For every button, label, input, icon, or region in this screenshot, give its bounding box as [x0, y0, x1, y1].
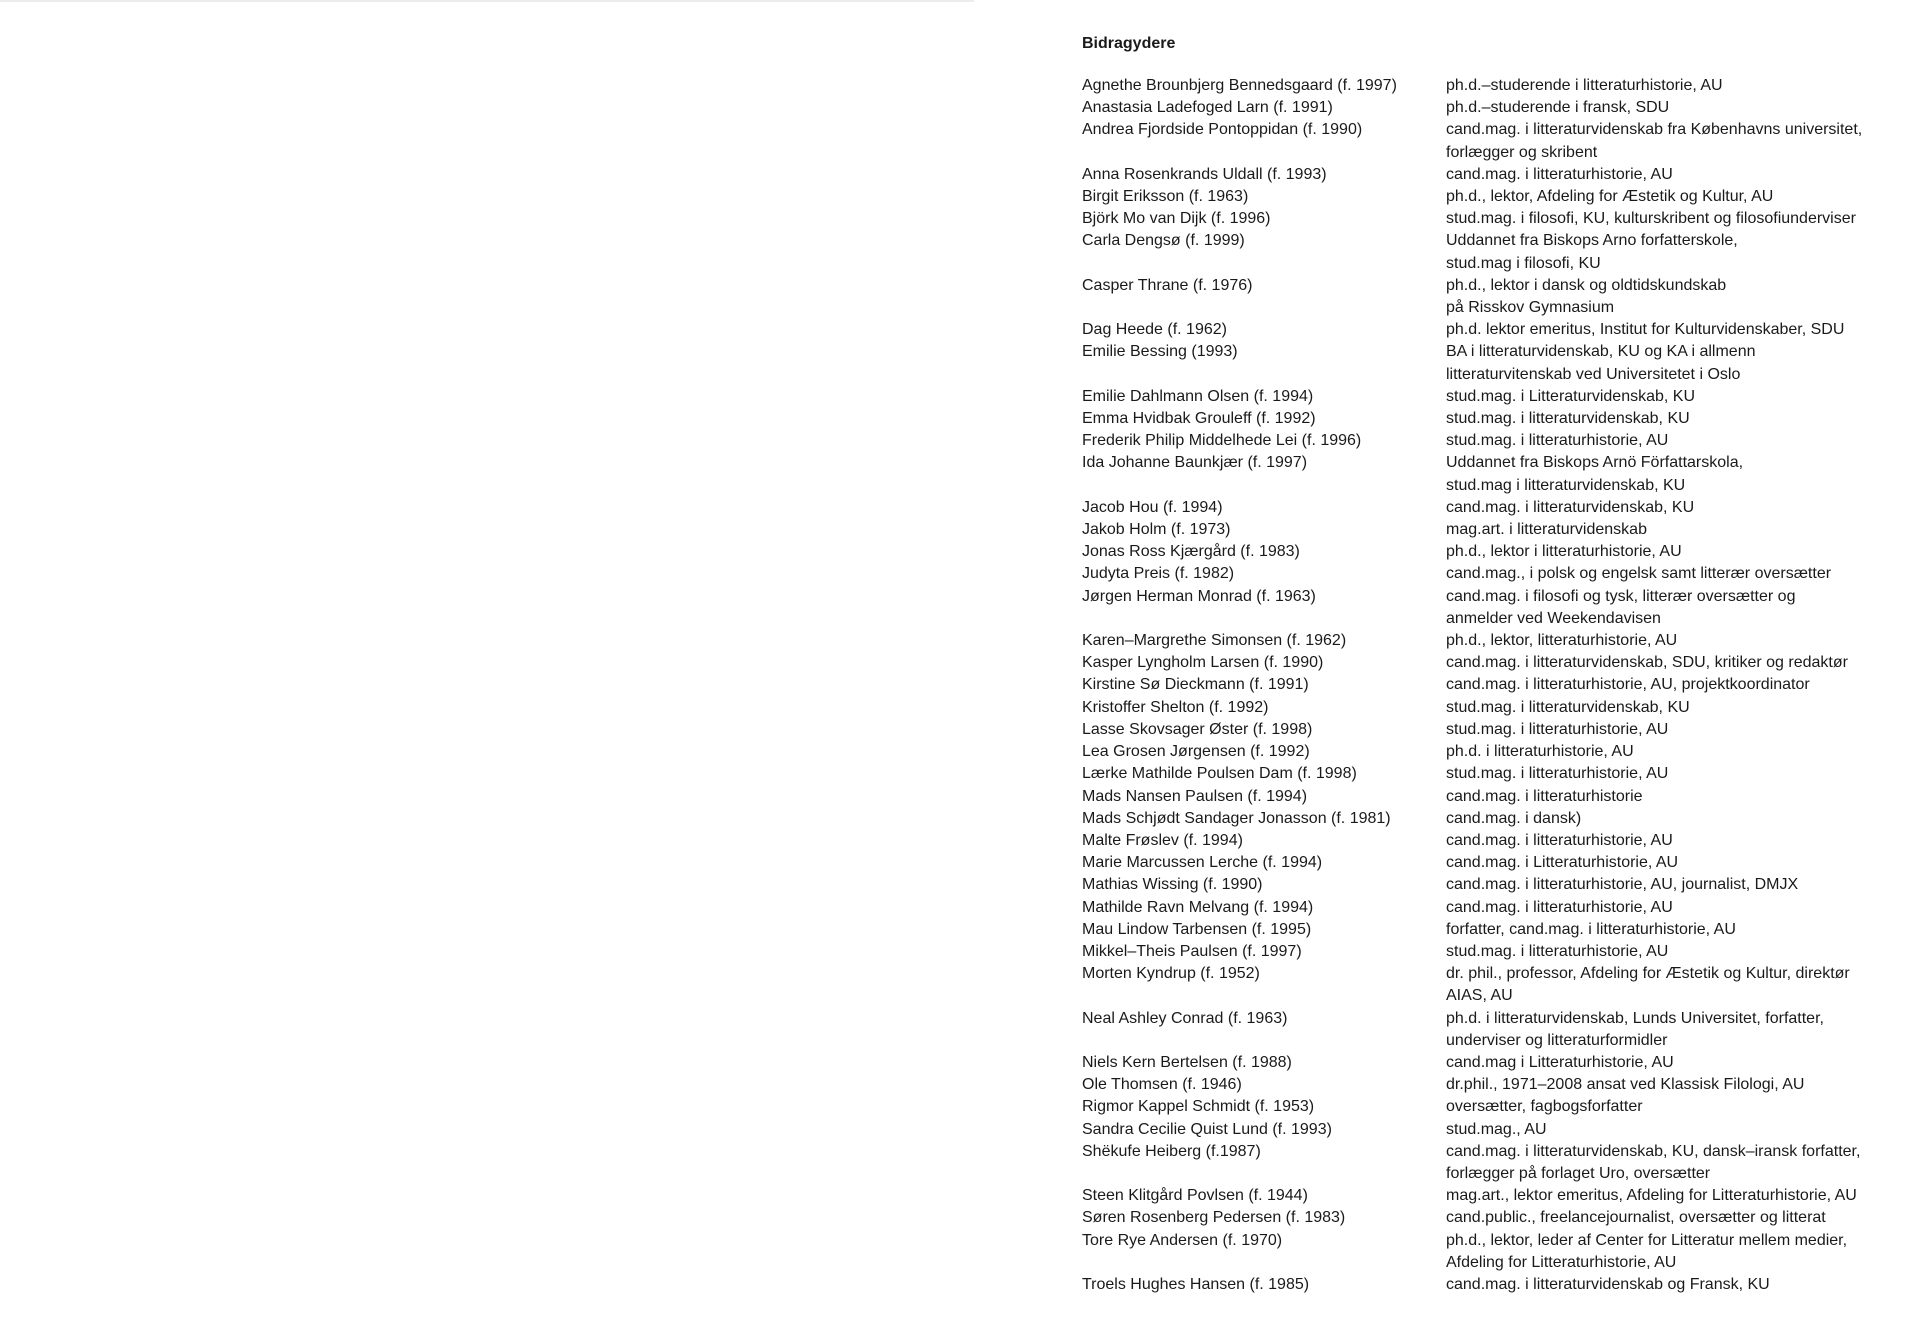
- contributor-name: Mathias Wissing (f. 1990): [1082, 876, 1263, 894]
- contributor-name: Søren Rosenberg Pedersen (f. 1983): [1082, 1209, 1346, 1227]
- contributor-name: Mathilde Ravn Melvang (f. 1994): [1082, 898, 1314, 916]
- contributor-row: [1082, 830, 1902, 852]
- contributor-row: [1082, 208, 1902, 230]
- contributor-description: stud.mag. i Litteraturvidenskab, KU: [1446, 387, 1696, 405]
- contributor-row: [1082, 1230, 1902, 1274]
- contributor-name: Björk Mo van Dijk (f. 1996): [1082, 210, 1271, 228]
- contributor-name: Ole Thomsen (f. 1946): [1082, 1076, 1242, 1094]
- contributor-description: stud.mag., AU: [1446, 1120, 1547, 1138]
- contributor-description: mag.art., lektor emeritus, Afdeling for Litteraturhistorie, AU: [1446, 1187, 1857, 1205]
- contributor-description: cand.mag. i litteraturvidenskab fra Københavns universitet, forlægger og skribent: [1446, 121, 1863, 161]
- contributor-name: Jacob Hou (f. 1994): [1082, 498, 1223, 516]
- contributor-row: [1082, 1141, 1902, 1185]
- contributor-description: stud.mag. i litteraturhistorie, AU: [1446, 432, 1669, 450]
- contributor-name: Mads Nansen Paulsen (f. 1994): [1082, 787, 1308, 805]
- contributor-name: Marie Marcussen Lerche (f. 1994): [1082, 854, 1323, 872]
- contributor-row: [1082, 719, 1902, 741]
- contributor-name: Casper Thrane (f. 1976): [1082, 276, 1253, 294]
- contributor-name: Dag Heede (f. 1962): [1082, 321, 1227, 339]
- contributor-row: [1082, 808, 1902, 830]
- contributor-name: Birgit Eriksson (f. 1963): [1082, 188, 1249, 206]
- contributor-row: [1082, 341, 1902, 385]
- contributor-name: Kristoffer Shelton (f. 1992): [1082, 698, 1269, 716]
- contributor-row: [1082, 430, 1902, 452]
- contributor-description: ph.d., lektor, leder af Center for Litteratur mellem medier, Afdeling for Litteraturhistorie, AU: [1446, 1231, 1848, 1271]
- contributor-description: cand.mag. i litteraturhistorie, AU: [1446, 831, 1673, 849]
- contributor-row: [1082, 1274, 1902, 1296]
- contributor-description: mag.art. i litteraturvidenskab: [1446, 521, 1647, 539]
- contributor-name: Morten Kyndrup (f. 1952): [1082, 965, 1260, 983]
- contributor-row: [1082, 497, 1902, 519]
- contributor-description: ph.d., lektor, litteraturhistorie, AU: [1446, 632, 1678, 650]
- contributor-name: Agnethe Brounbjerg Bennedsgaard (f. 1997): [1082, 77, 1397, 94]
- contributor-row: [1082, 164, 1902, 186]
- contributor-description: stud.mag. i litteraturhistorie, AU: [1446, 942, 1669, 960]
- contributor-row: [1082, 586, 1902, 630]
- contributor-name: Shëkufe Heiberg (f.1987): [1082, 1142, 1261, 1160]
- contributor-row: [1082, 275, 1902, 319]
- contributor-description: cand.public., freelancejournalist, oversætter og litterat: [1446, 1209, 1826, 1227]
- contributor-description: oversætter, fagbogsforfatter: [1446, 1098, 1643, 1116]
- contributor-row: [1082, 97, 1902, 119]
- contributor-name: Jørgen Herman Monrad (f. 1963): [1082, 587, 1316, 605]
- contributor-name: Rigmor Kappel Schmidt (f. 1953): [1082, 1098, 1315, 1116]
- contributor-row: [1082, 519, 1902, 541]
- contributor-row: [1082, 1052, 1902, 1074]
- contributor-name: Emma Hvidbak Grouleff (f. 1992): [1082, 410, 1316, 428]
- contributor-description: stud.mag. i litteraturhistorie, AU: [1446, 765, 1669, 783]
- contributor-row: [1082, 386, 1902, 408]
- contributor-name: Mads Schjødt Sandager Jonasson (f. 1981): [1082, 809, 1391, 827]
- contributor-row: [1082, 963, 1902, 1007]
- contributor-description: ph.d. i litteraturhistorie, AU: [1446, 743, 1634, 761]
- contributor-list: [1082, 75, 1902, 1296]
- contributor-name: Judyta Preis (f. 1982): [1082, 565, 1235, 583]
- contributor-name: Karen–Margrethe Simonsen (f. 1962): [1082, 632, 1347, 650]
- contributor-name: Andrea Fjordside Pontoppidan (f. 1990): [1082, 121, 1363, 139]
- contributor-row: [1082, 452, 1902, 496]
- contributor-row: [1082, 741, 1902, 763]
- contributor-row: [1082, 874, 1902, 896]
- contributor-row: [1082, 1074, 1902, 1096]
- contributor-name: Steen Klitgård Povlsen (f. 1944): [1082, 1187, 1308, 1205]
- contributor-name: Niels Kern Bertelsen (f. 1988): [1082, 1053, 1292, 1071]
- contributor-row: [1082, 674, 1902, 696]
- contributor-row: [1082, 75, 1902, 97]
- contributor-description: dr. phil., professor, Afdeling for Æstetik og Kultur, direktør AIAS, AU: [1446, 965, 1850, 1005]
- contributor-description: cand.mag. i litteraturvidenskab og Fransk, KU: [1446, 1275, 1770, 1293]
- contributor-name: Emilie Bessing (1993): [1082, 343, 1238, 361]
- contributor-name: Kasper Lyngholm Larsen (f. 1990): [1082, 654, 1324, 672]
- contributor-description: stud.mag. i filosofi, KU, kulturskribent og filosofiunderviser: [1446, 210, 1856, 228]
- page-title: Bidragydere: [1082, 35, 1176, 52]
- contributor-name: Jakob Holm (f. 1973): [1082, 521, 1231, 539]
- blank-left-page: [0, 2, 974, 1328]
- contributor-description: Uddannet fra Biskops Arnö Författarskola, stud.mag i litteraturvidenskab, KU: [1446, 454, 1744, 494]
- contributor-name: Troels Hughes Hansen (f. 1985): [1082, 1275, 1310, 1293]
- contributor-row: [1082, 897, 1902, 919]
- contributor-row: [1082, 186, 1902, 208]
- contributor-description: dr.phil., 1971–2008 ansat ved Klassisk Filologi, AU: [1446, 1076, 1805, 1094]
- contributor-row: [1082, 919, 1902, 941]
- contributor-name: Jonas Ross Kjærgård (f. 1983): [1082, 543, 1300, 561]
- contributor-description: cand.mag. i filosofi og tysk, litterær oversætter og anmelder ved Weekendavisen: [1446, 587, 1796, 627]
- contributor-description: cand.mag. i litteraturhistorie, AU: [1446, 165, 1673, 183]
- contributor-description: stud.mag. i litteraturvidenskab, KU: [1446, 698, 1690, 716]
- contributor-description: cand.mag. i litteraturvidenskab, SDU, kritiker og redaktør: [1446, 654, 1848, 672]
- contributor-description: cand.mag i Litteraturhistorie, AU: [1446, 1053, 1674, 1071]
- contributor-description: cand.mag. i Litteraturhistorie, AU: [1446, 854, 1679, 872]
- contributor-description: cand.mag. i litteraturvidenskab, KU, dansk–iransk forfatter, forlægger på forlaget Uro, oversætter: [1446, 1142, 1861, 1182]
- contributor-row: [1082, 941, 1902, 963]
- contributor-row: [1082, 786, 1902, 808]
- contributor-description: cand.mag. i litteraturvidenskab, KU: [1446, 498, 1695, 516]
- contributor-row: [1082, 652, 1902, 674]
- contributor-name: Mikkel–Theis Paulsen (f. 1997): [1082, 942, 1302, 960]
- contributor-row: [1082, 630, 1902, 652]
- contributor-description: cand.mag. i litteraturhistorie, AU, projektkoordinator: [1446, 676, 1810, 694]
- contributor-description: cand.mag. i dansk): [1446, 809, 1582, 827]
- contributor-description: forfatter, cand.mag. i litteraturhistorie, AU: [1446, 920, 1736, 938]
- contributor-row: [1082, 697, 1902, 719]
- contributor-name: Neal Ashley Conrad (f. 1963): [1082, 1009, 1288, 1027]
- contributor-name: Mau Lindow Tarbensen (f. 1995): [1082, 920, 1312, 938]
- contributor-row: [1082, 763, 1902, 785]
- contributor-description: cand.mag. i litteraturhistorie: [1446, 787, 1643, 805]
- contributor-description: ph.d. i litteraturvidenskab, Lunds Universitet, forfatter, underviser og litteraturformidler: [1446, 1009, 1824, 1049]
- contributor-row: [1082, 563, 1902, 585]
- contributor-row: [1082, 1185, 1902, 1207]
- contributor-description: cand.mag. i litteraturhistorie, AU: [1446, 898, 1673, 916]
- contributor-name: Lærke Mathilde Poulsen Dam (f. 1998): [1082, 765, 1357, 783]
- contributor-description: cand.mag. i litteraturhistorie, AU, journalist, DMJX: [1446, 876, 1799, 894]
- contributors-page: [1082, 33, 1902, 1296]
- contributor-row: [1082, 1119, 1902, 1141]
- contributor-row: [1082, 541, 1902, 563]
- contributor-description: ph.d.–studerende i fransk, SDU: [1446, 99, 1670, 117]
- contributor-name: Emilie Dahlmann Olsen (f. 1994): [1082, 387, 1314, 405]
- contributor-name: Carla Dengsø (f. 1999): [1082, 232, 1245, 250]
- contributor-name: Sandra Cecilie Quist Lund (f. 1993): [1082, 1120, 1332, 1138]
- contributor-row: [1082, 230, 1902, 274]
- contributor-row: [1082, 119, 1902, 163]
- contributor-row: [1082, 1008, 1902, 1052]
- contributor-description: ph.d., lektor i dansk og oldtidskundskab på Risskov Gymnasium: [1446, 276, 1727, 317]
- contributor-name: Malte Frøslev (f. 1994): [1082, 831, 1243, 849]
- contributor-row: [1082, 408, 1902, 430]
- contributor-name: Frederik Philip Middelhede Lei (f. 1996): [1082, 432, 1362, 450]
- contributor-description: ph.d. lektor emeritus, Institut for Kulturvidenskaber, SDU: [1446, 321, 1845, 339]
- contributor-description: cand.mag., i polsk og engelsk samt litterær oversætter: [1446, 565, 1832, 583]
- contributor-name: Lasse Skovsager Øster (f. 1998): [1082, 720, 1313, 738]
- contributor-description: ph.d., lektor i litteraturhistorie, AU: [1446, 543, 1682, 561]
- contributor-name: Lea Grosen Jørgensen (f. 1992): [1082, 743, 1310, 761]
- contributor-row: [1082, 852, 1902, 874]
- contributor-description: Uddannet fra Biskops Arno forfatterskole, stud.mag i filosofi, KU: [1446, 232, 1738, 272]
- contributor-name: Tore Rye Andersen (f. 1970): [1082, 1231, 1283, 1249]
- contributor-description: ph.d.–studerende i litteraturhistorie, AU: [1446, 77, 1723, 94]
- contributor-row: [1082, 1207, 1902, 1229]
- contributor-description: stud.mag. i litteraturhistorie, AU: [1446, 720, 1669, 738]
- contributor-description: BA i litteraturvidenskab, KU og KA i allmenn litteraturvitenskab ved Universitetet i Oslo: [1446, 343, 1756, 383]
- contributor-name: Kirstine Sø Dieckmann (f. 1991): [1082, 676, 1309, 694]
- contributor-name: Anna Rosenkrands Uldall (f. 1993): [1082, 165, 1327, 183]
- contributor-row: [1082, 319, 1902, 341]
- contributor-name: Ida Johanne Baunkjær (f. 1997): [1082, 454, 1308, 472]
- contributor-row: [1082, 1096, 1902, 1118]
- contributor-description: ph.d., lektor, Afdeling for Æstetik og Kultur, AU: [1446, 188, 1774, 206]
- contributor-name: Anastasia Ladefoged Larn (f. 1991): [1082, 99, 1333, 117]
- contributor-description: stud.mag. i litteraturvidenskab, KU: [1446, 410, 1690, 428]
